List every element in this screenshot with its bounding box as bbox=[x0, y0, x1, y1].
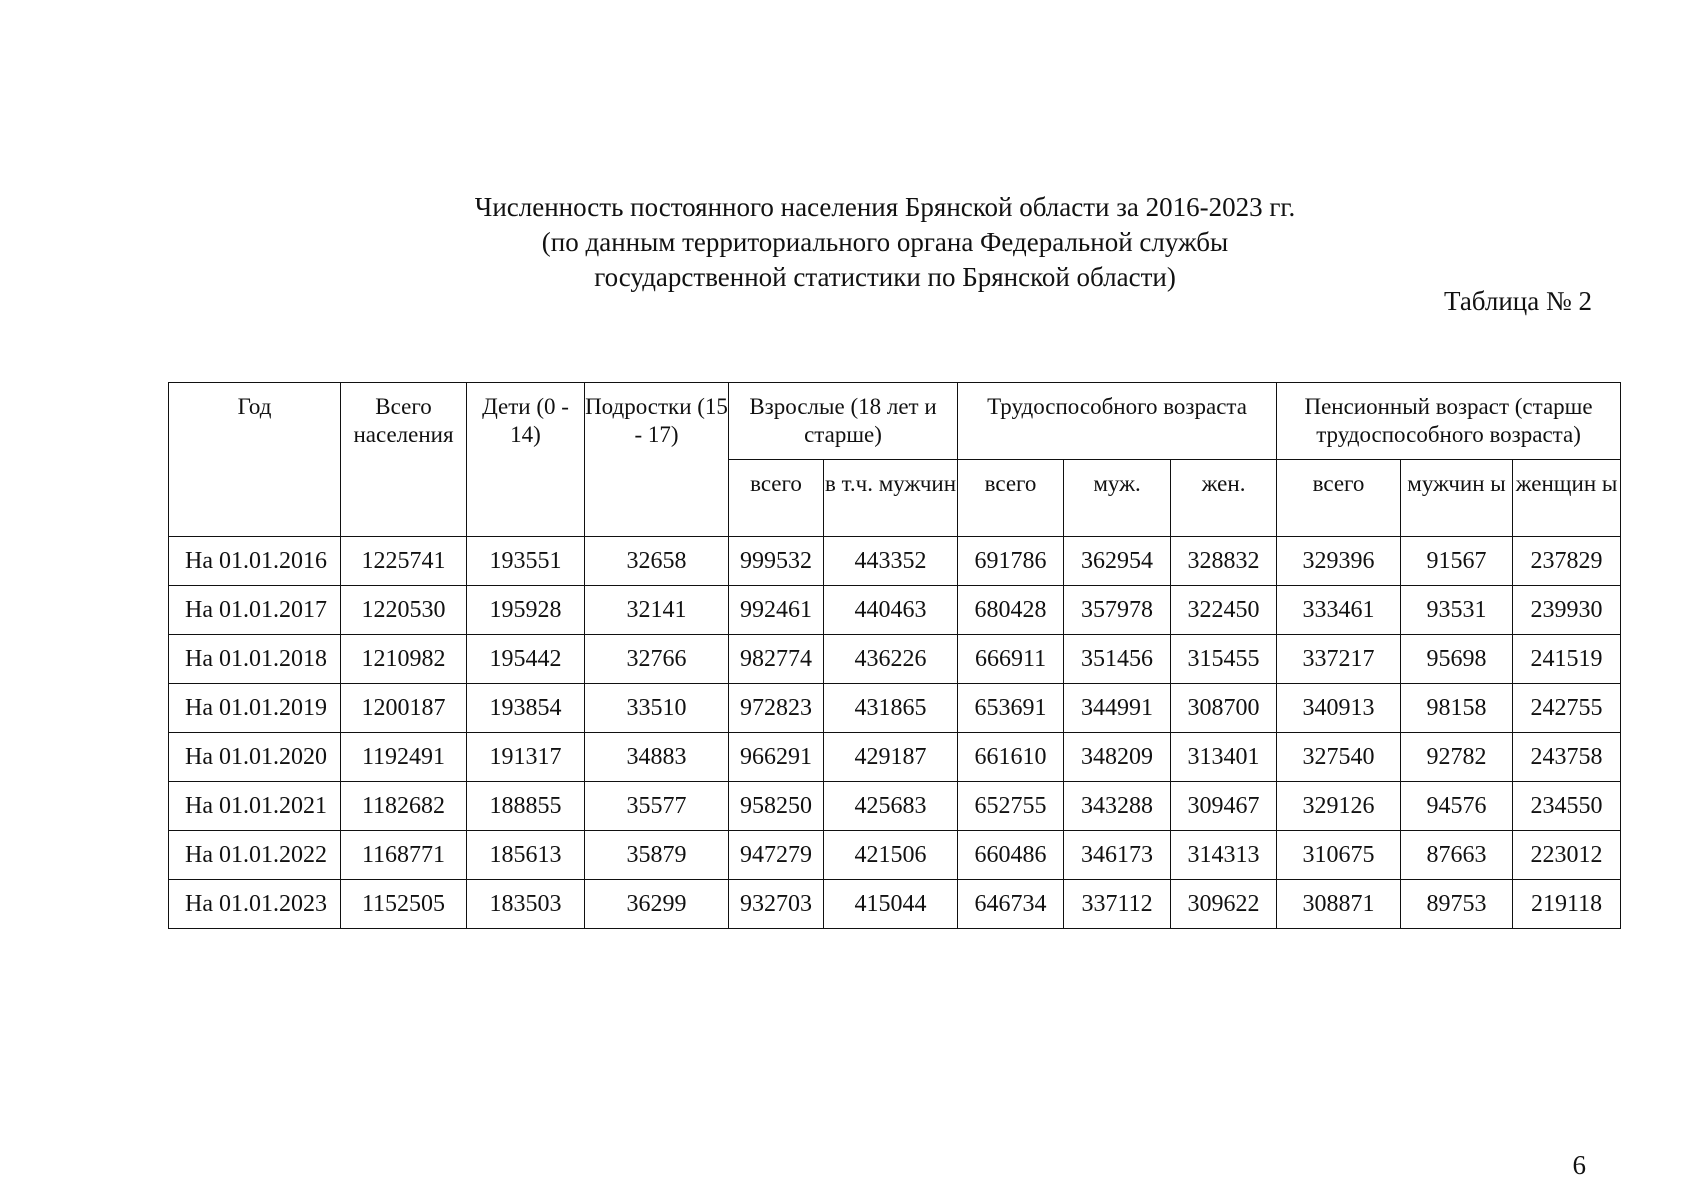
cell-working-total: 646734 bbox=[958, 880, 1064, 929]
cell-pension-total: 333461 bbox=[1277, 586, 1401, 635]
cell-total: 1152505 bbox=[341, 880, 467, 929]
table-row bbox=[169, 880, 1621, 929]
cell-working-men: 348209 bbox=[1064, 733, 1171, 782]
header-year: Год bbox=[169, 383, 341, 537]
cell-working-total: 666911 bbox=[958, 635, 1064, 684]
cell-year: На 01.01.2021 bbox=[169, 782, 341, 831]
cell-adults-men: 436226 bbox=[824, 635, 958, 684]
cell-children: 195928 bbox=[467, 586, 585, 635]
cell-adults-total: 972823 bbox=[729, 684, 824, 733]
cell-teens: 35879 bbox=[585, 831, 729, 880]
cell-working-women: 322450 bbox=[1171, 586, 1277, 635]
cell-total: 1192491 bbox=[341, 733, 467, 782]
cell-working-total: 691786 bbox=[958, 537, 1064, 586]
cell-adults-men: 443352 bbox=[824, 537, 958, 586]
cell-total: 1225741 bbox=[341, 537, 467, 586]
cell-pension-men: 94576 bbox=[1401, 782, 1513, 831]
cell-pension-men: 92782 bbox=[1401, 733, 1513, 782]
cell-year: На 01.01.2023 bbox=[169, 880, 341, 929]
cell-adults-total: 982774 bbox=[729, 635, 824, 684]
cell-pension-women: 237829 bbox=[1513, 537, 1621, 586]
cell-teens: 32141 bbox=[585, 586, 729, 635]
cell-pension-women: 243758 bbox=[1513, 733, 1621, 782]
header-adults-total: всего bbox=[729, 460, 824, 537]
header-working-age: Трудоспособного возраста bbox=[958, 383, 1277, 460]
cell-working-women: 328832 bbox=[1171, 537, 1277, 586]
cell-working-men: 344991 bbox=[1064, 684, 1171, 733]
cell-pension-women: 242755 bbox=[1513, 684, 1621, 733]
table-row bbox=[169, 831, 1621, 880]
cell-working-men: 357978 bbox=[1064, 586, 1171, 635]
table-row bbox=[169, 635, 1621, 684]
cell-working-women: 315455 bbox=[1171, 635, 1277, 684]
cell-children: 195442 bbox=[467, 635, 585, 684]
cell-working-women: 313401 bbox=[1171, 733, 1277, 782]
cell-pension-men: 95698 bbox=[1401, 635, 1513, 684]
header-adults-men: в т.ч. мужчин bbox=[824, 460, 958, 537]
cell-working-women: 308700 bbox=[1171, 684, 1277, 733]
document-title bbox=[0, 190, 1692, 295]
cell-adults-men: 421506 bbox=[824, 831, 958, 880]
cell-total: 1182682 bbox=[341, 782, 467, 831]
cell-pension-women: 241519 bbox=[1513, 635, 1621, 684]
cell-pension-women: 239930 bbox=[1513, 586, 1621, 635]
cell-working-women: 309467 bbox=[1171, 782, 1277, 831]
cell-teens: 32766 bbox=[585, 635, 729, 684]
cell-teens: 33510 bbox=[585, 684, 729, 733]
table-row bbox=[169, 733, 1621, 782]
cell-working-total: 680428 bbox=[958, 586, 1064, 635]
population-table bbox=[168, 382, 1621, 929]
cell-total: 1200187 bbox=[341, 684, 467, 733]
header-pension-women: женщин ы bbox=[1513, 460, 1621, 537]
cell-working-total: 653691 bbox=[958, 684, 1064, 733]
cell-children: 191317 bbox=[467, 733, 585, 782]
header-working-women: жен. bbox=[1171, 460, 1277, 537]
cell-children: 193854 bbox=[467, 684, 585, 733]
header-total-population: Всего населения bbox=[341, 383, 467, 537]
table-row bbox=[169, 586, 1621, 635]
cell-working-women: 309622 bbox=[1171, 880, 1277, 929]
cell-year: На 01.01.2020 bbox=[169, 733, 341, 782]
cell-total: 1220530 bbox=[341, 586, 467, 635]
cell-working-total: 661610 bbox=[958, 733, 1064, 782]
cell-working-men: 362954 bbox=[1064, 537, 1171, 586]
cell-pension-women: 219118 bbox=[1513, 880, 1621, 929]
cell-children: 193551 bbox=[467, 537, 585, 586]
cell-pension-men: 89753 bbox=[1401, 880, 1513, 929]
cell-pension-men: 91567 bbox=[1401, 537, 1513, 586]
cell-pension-total: 329396 bbox=[1277, 537, 1401, 586]
cell-pension-total: 337217 bbox=[1277, 635, 1401, 684]
cell-children: 185613 bbox=[467, 831, 585, 880]
cell-year: На 01.01.2018 bbox=[169, 635, 341, 684]
title-line-3: государственной статистики по Брянской области) bbox=[594, 262, 1176, 292]
cell-year: На 01.01.2022 bbox=[169, 831, 341, 880]
table-row bbox=[169, 537, 1621, 586]
title-line-2: (по данным территориального органа Федеральной службы bbox=[541, 227, 1229, 257]
cell-working-men: 337112 bbox=[1064, 880, 1171, 929]
cell-pension-women: 234550 bbox=[1513, 782, 1621, 831]
header-pension-age: Пенсионный возраст (старше трудоспособного возраста) bbox=[1277, 383, 1621, 460]
cell-adults-total: 992461 bbox=[729, 586, 824, 635]
cell-adults-total: 947279 bbox=[729, 831, 824, 880]
header-teens: Подростки (15 - 17) bbox=[585, 383, 729, 537]
cell-adults-total: 958250 bbox=[729, 782, 824, 831]
title-line-1: Численность постоянного населения Брянской области за 2016-2023 гг. bbox=[474, 192, 1296, 222]
header-row-1 bbox=[169, 383, 1621, 460]
cell-children: 183503 bbox=[467, 880, 585, 929]
cell-teens: 35577 bbox=[585, 782, 729, 831]
cell-pension-total: 329126 bbox=[1277, 782, 1401, 831]
cell-teens: 32658 bbox=[585, 537, 729, 586]
page-number: 6 bbox=[1572, 1150, 1586, 1180]
cell-teens: 34883 bbox=[585, 733, 729, 782]
cell-pension-men: 98158 bbox=[1401, 684, 1513, 733]
cell-total: 1210982 bbox=[341, 635, 467, 684]
header-working-men: муж. bbox=[1064, 460, 1171, 537]
cell-working-women: 314313 bbox=[1171, 831, 1277, 880]
cell-pension-men: 87663 bbox=[1401, 831, 1513, 880]
cell-working-men: 351456 bbox=[1064, 635, 1171, 684]
header-children: Дети (0 - 14) bbox=[467, 383, 585, 537]
cell-pension-men: 93531 bbox=[1401, 586, 1513, 635]
cell-pension-women: 223012 bbox=[1513, 831, 1621, 880]
cell-teens: 36299 bbox=[585, 880, 729, 929]
cell-total: 1168771 bbox=[341, 831, 467, 880]
table-row bbox=[169, 782, 1621, 831]
cell-adults-men: 415044 bbox=[824, 880, 958, 929]
cell-adults-men: 425683 bbox=[824, 782, 958, 831]
header-pension-total: всего bbox=[1277, 460, 1401, 537]
cell-working-total: 660486 bbox=[958, 831, 1064, 880]
header-adults: Взрослые (18 лет и старше) bbox=[729, 383, 958, 460]
cell-year: На 01.01.2017 bbox=[169, 586, 341, 635]
cell-year: На 01.01.2016 bbox=[169, 537, 341, 586]
cell-adults-men: 431865 bbox=[824, 684, 958, 733]
cell-pension-total: 327540 bbox=[1277, 733, 1401, 782]
cell-pension-total: 308871 bbox=[1277, 880, 1401, 929]
cell-working-men: 346173 bbox=[1064, 831, 1171, 880]
cell-adults-men: 429187 bbox=[824, 733, 958, 782]
cell-children: 188855 bbox=[467, 782, 585, 831]
cell-adults-total: 999532 bbox=[729, 537, 824, 586]
cell-adults-men: 440463 bbox=[824, 586, 958, 635]
cell-adults-total: 966291 bbox=[729, 733, 824, 782]
cell-working-men: 343288 bbox=[1064, 782, 1171, 831]
cell-working-total: 652755 bbox=[958, 782, 1064, 831]
table-number: Таблица № 2 bbox=[1444, 286, 1592, 316]
cell-pension-total: 340913 bbox=[1277, 684, 1401, 733]
table-row bbox=[169, 684, 1621, 733]
header-pension-men: мужчин ы bbox=[1401, 460, 1513, 537]
header-working-total: всего bbox=[958, 460, 1064, 537]
cell-pension-total: 310675 bbox=[1277, 831, 1401, 880]
cell-adults-total: 932703 bbox=[729, 880, 824, 929]
cell-year: На 01.01.2019 bbox=[169, 684, 341, 733]
